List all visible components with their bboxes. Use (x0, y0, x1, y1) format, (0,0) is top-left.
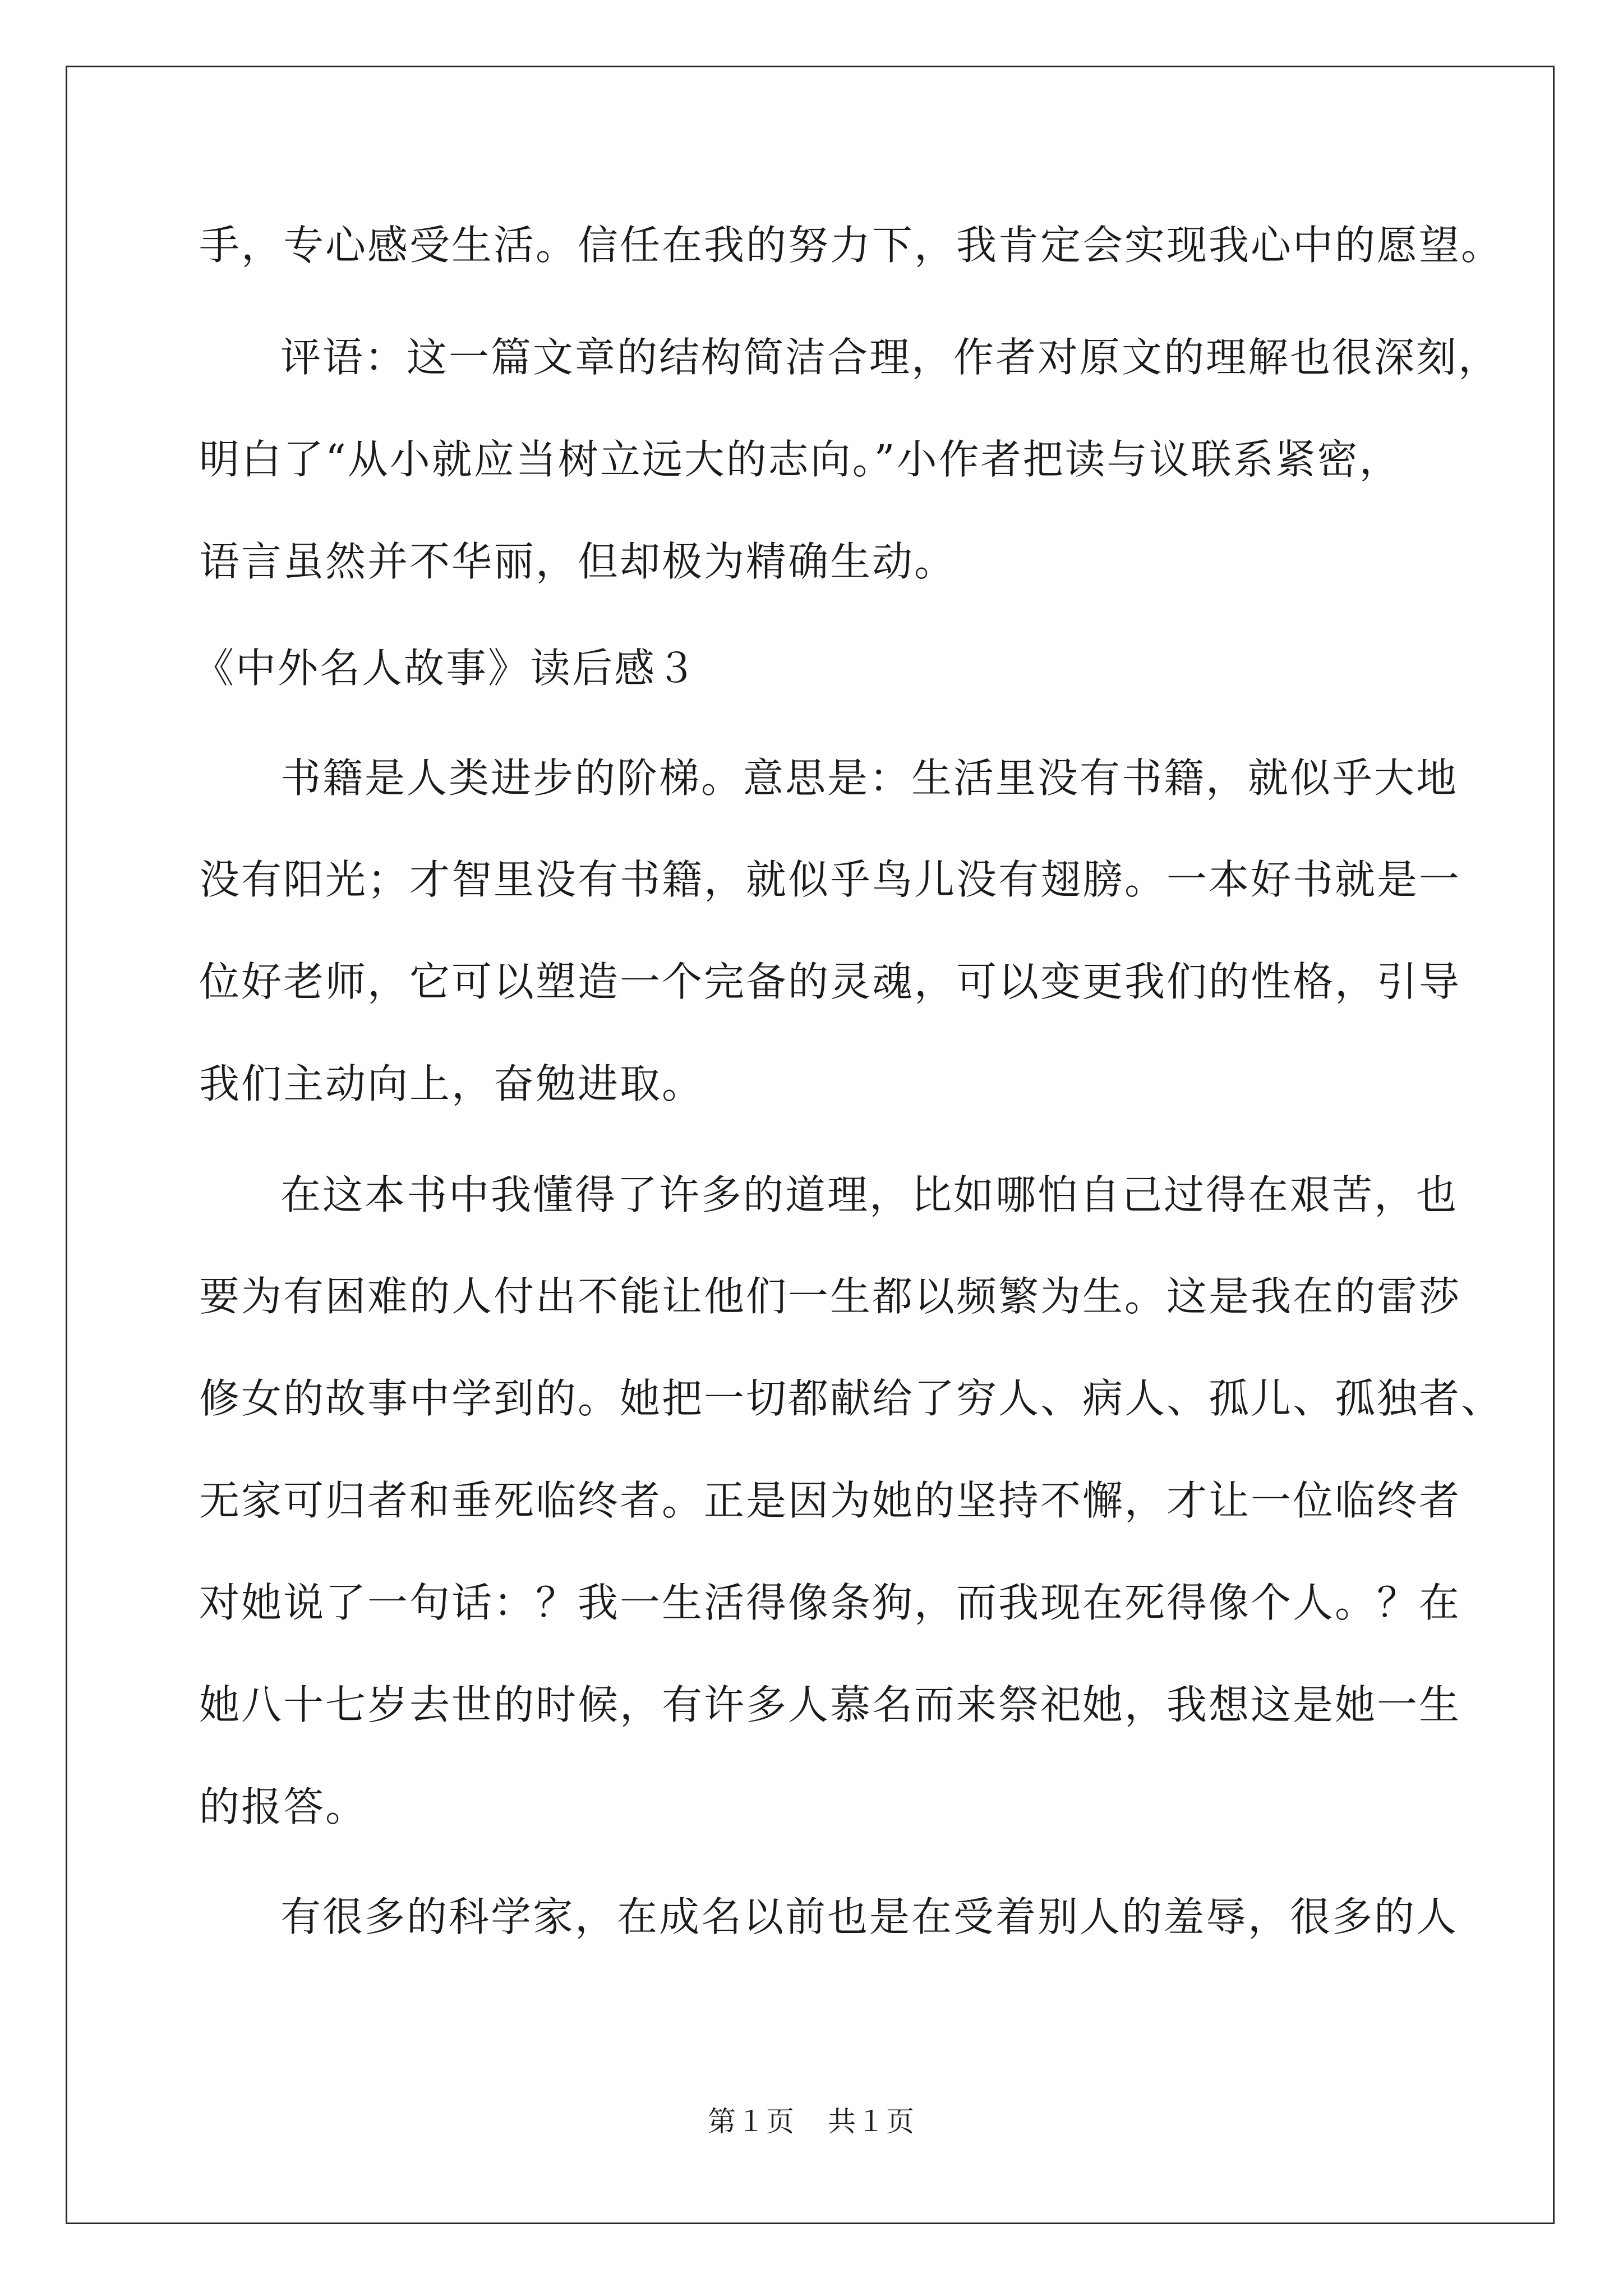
text-line: 位好老师，它可以塑造一个完备的灵魂，可以变更我们的性格，引导 (199, 958, 1461, 1005)
text-line: 修女的故事中学到的。她把一切都献给了穷人、病人、孤儿、孤独者、 (199, 1375, 1504, 1422)
text-line: 没有阳光；才智里没有书籍，就似乎鸟儿没有翅膀。一本好书就是一 (199, 856, 1461, 903)
text-line: 她八十七岁去世的时候，有许多人慕名而来祭祀她，我想这是她一生 (199, 1681, 1461, 1728)
text-line: 的报答。 (199, 1783, 368, 1830)
text-line: 要为有困难的人付出不能让他们一生都以频繁为生。这是我在的雷莎 (199, 1273, 1461, 1320)
page-footer (0, 2105, 1623, 2138)
text-line: 语言虽然并不华丽，但却极为精确生动。 (199, 538, 957, 585)
page-total: 共１页 (827, 2105, 915, 2138)
text-line: 明白了“从小就应当树立远大的志向。”小作者把读与议联系紧密， (199, 436, 1401, 483)
paragraph-line: 有很多的科学家，在成名以前也是在受着别人的羞辱，很多的人 (280, 1893, 1459, 1940)
text-line: 无家可归者和垂死临终者。正是因为她的坚持不懈，才让一位临终者 (199, 1477, 1461, 1524)
paragraph-line: 书籍是人类进步的阶梯。意思是：生活里没有书籍，就似乎大地 (280, 754, 1459, 802)
text-line: 手，专心感受生活。信任在我的努力下，我肯定会实现我心中的愿望。 (199, 222, 1504, 269)
page-number: 第１页 (708, 2105, 796, 2138)
section-heading: 《中外名人故事》读后感３ (193, 645, 699, 692)
comment-paragraph-line: 评语：这一篇文章的结构简洁合理，作者对原文的理解也很深刻， (280, 334, 1501, 381)
paragraph-line: 在这本书中我懂得了许多的道理，比如哪怕自己过得在艰苦，也 (280, 1171, 1459, 1218)
text-line: 对她说了一句话：？我一生活得像条狗，而我现在死得像个人。？在 (199, 1579, 1461, 1626)
text-line: 我们主动向上，奋勉进取。 (199, 1060, 704, 1107)
